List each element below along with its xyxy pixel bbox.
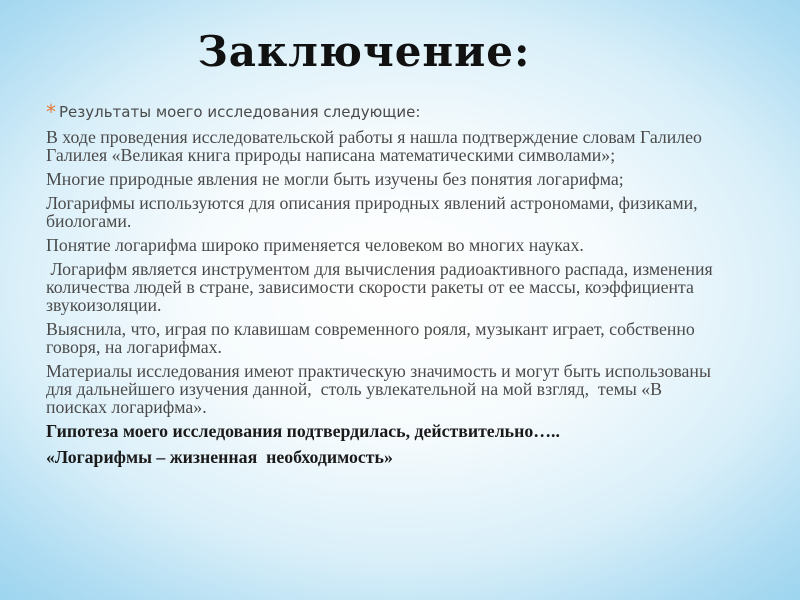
paragraph-instrument: Логарифм является инструментом для вычисления радиоактивного распада, изменения количества людей в стране, зависимости скорости ракеты от ее массы, коэффициента звукоизоляции.: [46, 259, 718, 315]
bullet-marker: *: [46, 100, 56, 124]
paragraph-piano: Выяснила, что, играя по клавишам современного рояля, музыкант играет, собственно говоря, на логарифмах.: [46, 319, 695, 357]
paragraph-hypothesis: Гипотеза моего исследования подтвердилась, действительно…..: [46, 421, 560, 441]
slide-title: Заключение:: [197, 27, 531, 76]
intro-line: [46, 101, 726, 123]
paragraph-significance: Материалы исследования имеют практическую значимость и могут быть использованы для дальнейшего изучения данной, столь увлекательной на мой взгляд, темы «В поисках логарифма».: [46, 361, 716, 417]
intro-text: Результаты моего исследования следующие:: [59, 103, 421, 121]
slide-body: [46, 101, 726, 474]
paragraph-motto: «Логарифмы – жизненная необходимость»: [46, 447, 393, 467]
paragraph-galileo: В ходе проведения исследовательской работы я нашла подтверждение словам Галилео Галилея «Великая книга природы написана математическими символами»;: [46, 127, 702, 165]
paragraph-scientists: Логарифмы используются для описания природных явлений астрономами, физиками, биологами.: [46, 193, 698, 231]
paragraph-sciences: Понятие логарифма широко применяется человеком во многих науках.: [46, 235, 584, 255]
paragraph-natural-phenomena: Многие природные явления не могли быть изучены без понятия логарифма;: [46, 169, 624, 189]
